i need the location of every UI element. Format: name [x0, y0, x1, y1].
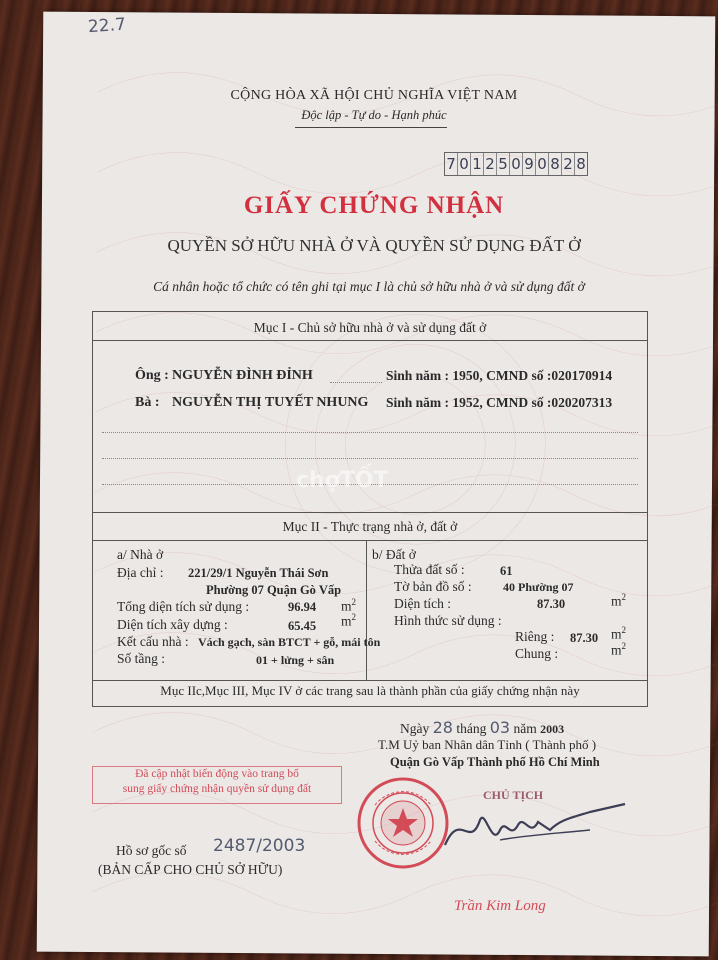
serial-digit: 0	[458, 153, 471, 175]
official-seal-icon	[355, 775, 451, 871]
built-area-value: 65.45	[288, 619, 317, 633]
row-divider	[92, 680, 648, 681]
update-stamp-line1: Đã cập nhật biến động vào trang bổ	[135, 768, 299, 780]
owner2-prefix: Bà :	[135, 395, 160, 410]
day-label: Ngày	[400, 721, 430, 736]
month-label: tháng	[456, 721, 487, 736]
serial-digit: 2	[484, 153, 497, 175]
dossier-label: Hồ sơ gốc số	[116, 843, 187, 858]
year-value: 2003	[540, 722, 565, 736]
private-unit	[611, 625, 626, 643]
land-label: b/ Đất ở	[372, 547, 416, 562]
row-divider	[92, 340, 648, 341]
structure-value: Vách gạch, sàn BTCT + gỗ, mái tôn	[198, 635, 381, 649]
unit: m	[341, 598, 352, 614]
update-stamp-line2: sung giấy chứng nhận quyền sử dụng đất	[122, 783, 312, 795]
owner2-name: NGUYỄN THỊ TUYẾT NHUNG	[172, 395, 369, 410]
month-value: 03	[489, 718, 511, 737]
unit: m	[611, 593, 622, 609]
floors-label: Số tầng :	[117, 651, 166, 666]
shared-label: Chung :	[515, 646, 559, 661]
usage-label: Hình thức sử dụng :	[394, 613, 502, 628]
serial-digit: 8	[549, 153, 562, 175]
day-value: 28	[432, 718, 453, 737]
watermark: chợTỐT	[296, 468, 389, 493]
total-area-value: 96.94	[288, 600, 317, 614]
owner1-name: NGUYỄN ĐÌNH ĐỈNH	[172, 368, 313, 383]
unit-superscript: 2	[621, 625, 627, 635]
row-divider	[92, 512, 648, 513]
date-line	[400, 718, 564, 737]
built-area-label: Diện tích xây dựng :	[117, 617, 228, 632]
section1-heading: Mục I - Chủ sở hữu nhà ở và sử dụng đất ở	[253, 320, 487, 335]
authority-line1: T.M Uỷ ban Nhân dân Tỉnh ( Thành phố )	[378, 737, 597, 752]
owner1-prefix: Ông :	[135, 368, 169, 383]
address-label: Địa chỉ :	[117, 565, 164, 580]
corner-handwritten-note: 22.7	[87, 14, 127, 38]
footer-note: Mục IIc,Mục III, Mục IV ở các trang sau là thành phần của giấy chứng nhận này	[160, 683, 580, 698]
unit: m	[611, 626, 622, 642]
section2-heading: Mục II - Thực trạng nhà ở, đất ở	[282, 519, 458, 534]
serial-digit: 7	[445, 153, 458, 175]
total-area-label: Tổng diện tích sử dụng :	[117, 599, 250, 614]
serial-digit: 0	[536, 153, 549, 175]
motto-underline	[295, 127, 447, 128]
owner-copy-note: (BẢN CẤP CHO CHỦ SỞ HỮU)	[98, 862, 283, 877]
year-label: năm	[513, 721, 537, 736]
land-area-label: Diện tích :	[394, 596, 451, 611]
unit-superscript: 2	[621, 592, 627, 602]
shared-unit	[611, 641, 626, 659]
unit-superscript: 2	[351, 612, 357, 622]
unit: m	[611, 642, 622, 658]
house-label: a/ Nhà ở	[117, 547, 164, 562]
chairman-title: CHỦ TỊCH	[483, 788, 544, 802]
serial-digit: 9	[523, 153, 536, 175]
nation-heading: CỘNG HÒA XÃ HỘI CHỦ NGHĨA VIỆT NAM	[230, 88, 518, 103]
address-line2: Phường 07 Quận Gò Vấp	[206, 583, 342, 597]
signer-name: Trần Kim Long	[454, 898, 546, 914]
motto: Độc lập - Tự do - Hạnh phúc	[301, 108, 447, 122]
owner2-details: Sinh năm : 1952, CMND số :020207313	[386, 395, 613, 410]
plot-value: 61	[500, 564, 513, 578]
structure-label: Kết cấu nhà :	[117, 634, 189, 649]
plot-label: Thửa đất số :	[394, 562, 465, 577]
serial-digit: 5	[497, 153, 510, 175]
authority-line2: Quận Gò Vấp Thành phố Hồ Chí Minh	[390, 755, 600, 769]
built-area-unit	[341, 612, 356, 630]
intro-text: Cá nhân hoặc tổ chức có tên ghi tại mục I là chủ sở hữu nhà ở và sử dụng đất ở	[153, 279, 585, 294]
signature-icon	[440, 800, 630, 860]
map-label: Tờ bản đồ số :	[394, 579, 472, 594]
private-label: Riêng :	[515, 629, 555, 644]
dotted-line	[102, 458, 638, 459]
dotted-leader	[330, 382, 382, 383]
owner1-details: Sinh năm : 1950, CMND số :020170914	[386, 368, 613, 383]
unit-superscript: 2	[621, 641, 627, 651]
serial-digit: 1	[471, 153, 484, 175]
land-area-unit	[611, 592, 626, 610]
row-divider	[92, 540, 648, 541]
unit: m	[341, 613, 352, 629]
serial-digit: 8	[576, 155, 586, 173]
unit-superscript: 2	[351, 597, 357, 607]
private-value: 87.30	[570, 631, 599, 645]
serial-digit: 0	[510, 153, 523, 175]
dossier-number: 2487/2003	[213, 836, 306, 856]
column-divider	[366, 540, 367, 680]
floors-value: 01 + lửng + sân	[256, 653, 335, 667]
serial-digit: 2	[562, 153, 575, 175]
address-line1: 221/29/1 Nguyễn Thái Sơn	[188, 566, 329, 580]
serial-number-box	[444, 152, 588, 176]
dotted-line	[102, 432, 638, 433]
land-area-value: 87.30	[537, 597, 566, 611]
certificate-subtitle: QUYỀN SỞ HỮU NHÀ Ở VÀ QUYỀN SỬ DỤNG ĐẤT Ở	[167, 236, 581, 255]
certificate-title: GIẤY CHỨNG NHẬN	[243, 192, 505, 219]
map-value: 40 Phường 07	[503, 580, 574, 594]
